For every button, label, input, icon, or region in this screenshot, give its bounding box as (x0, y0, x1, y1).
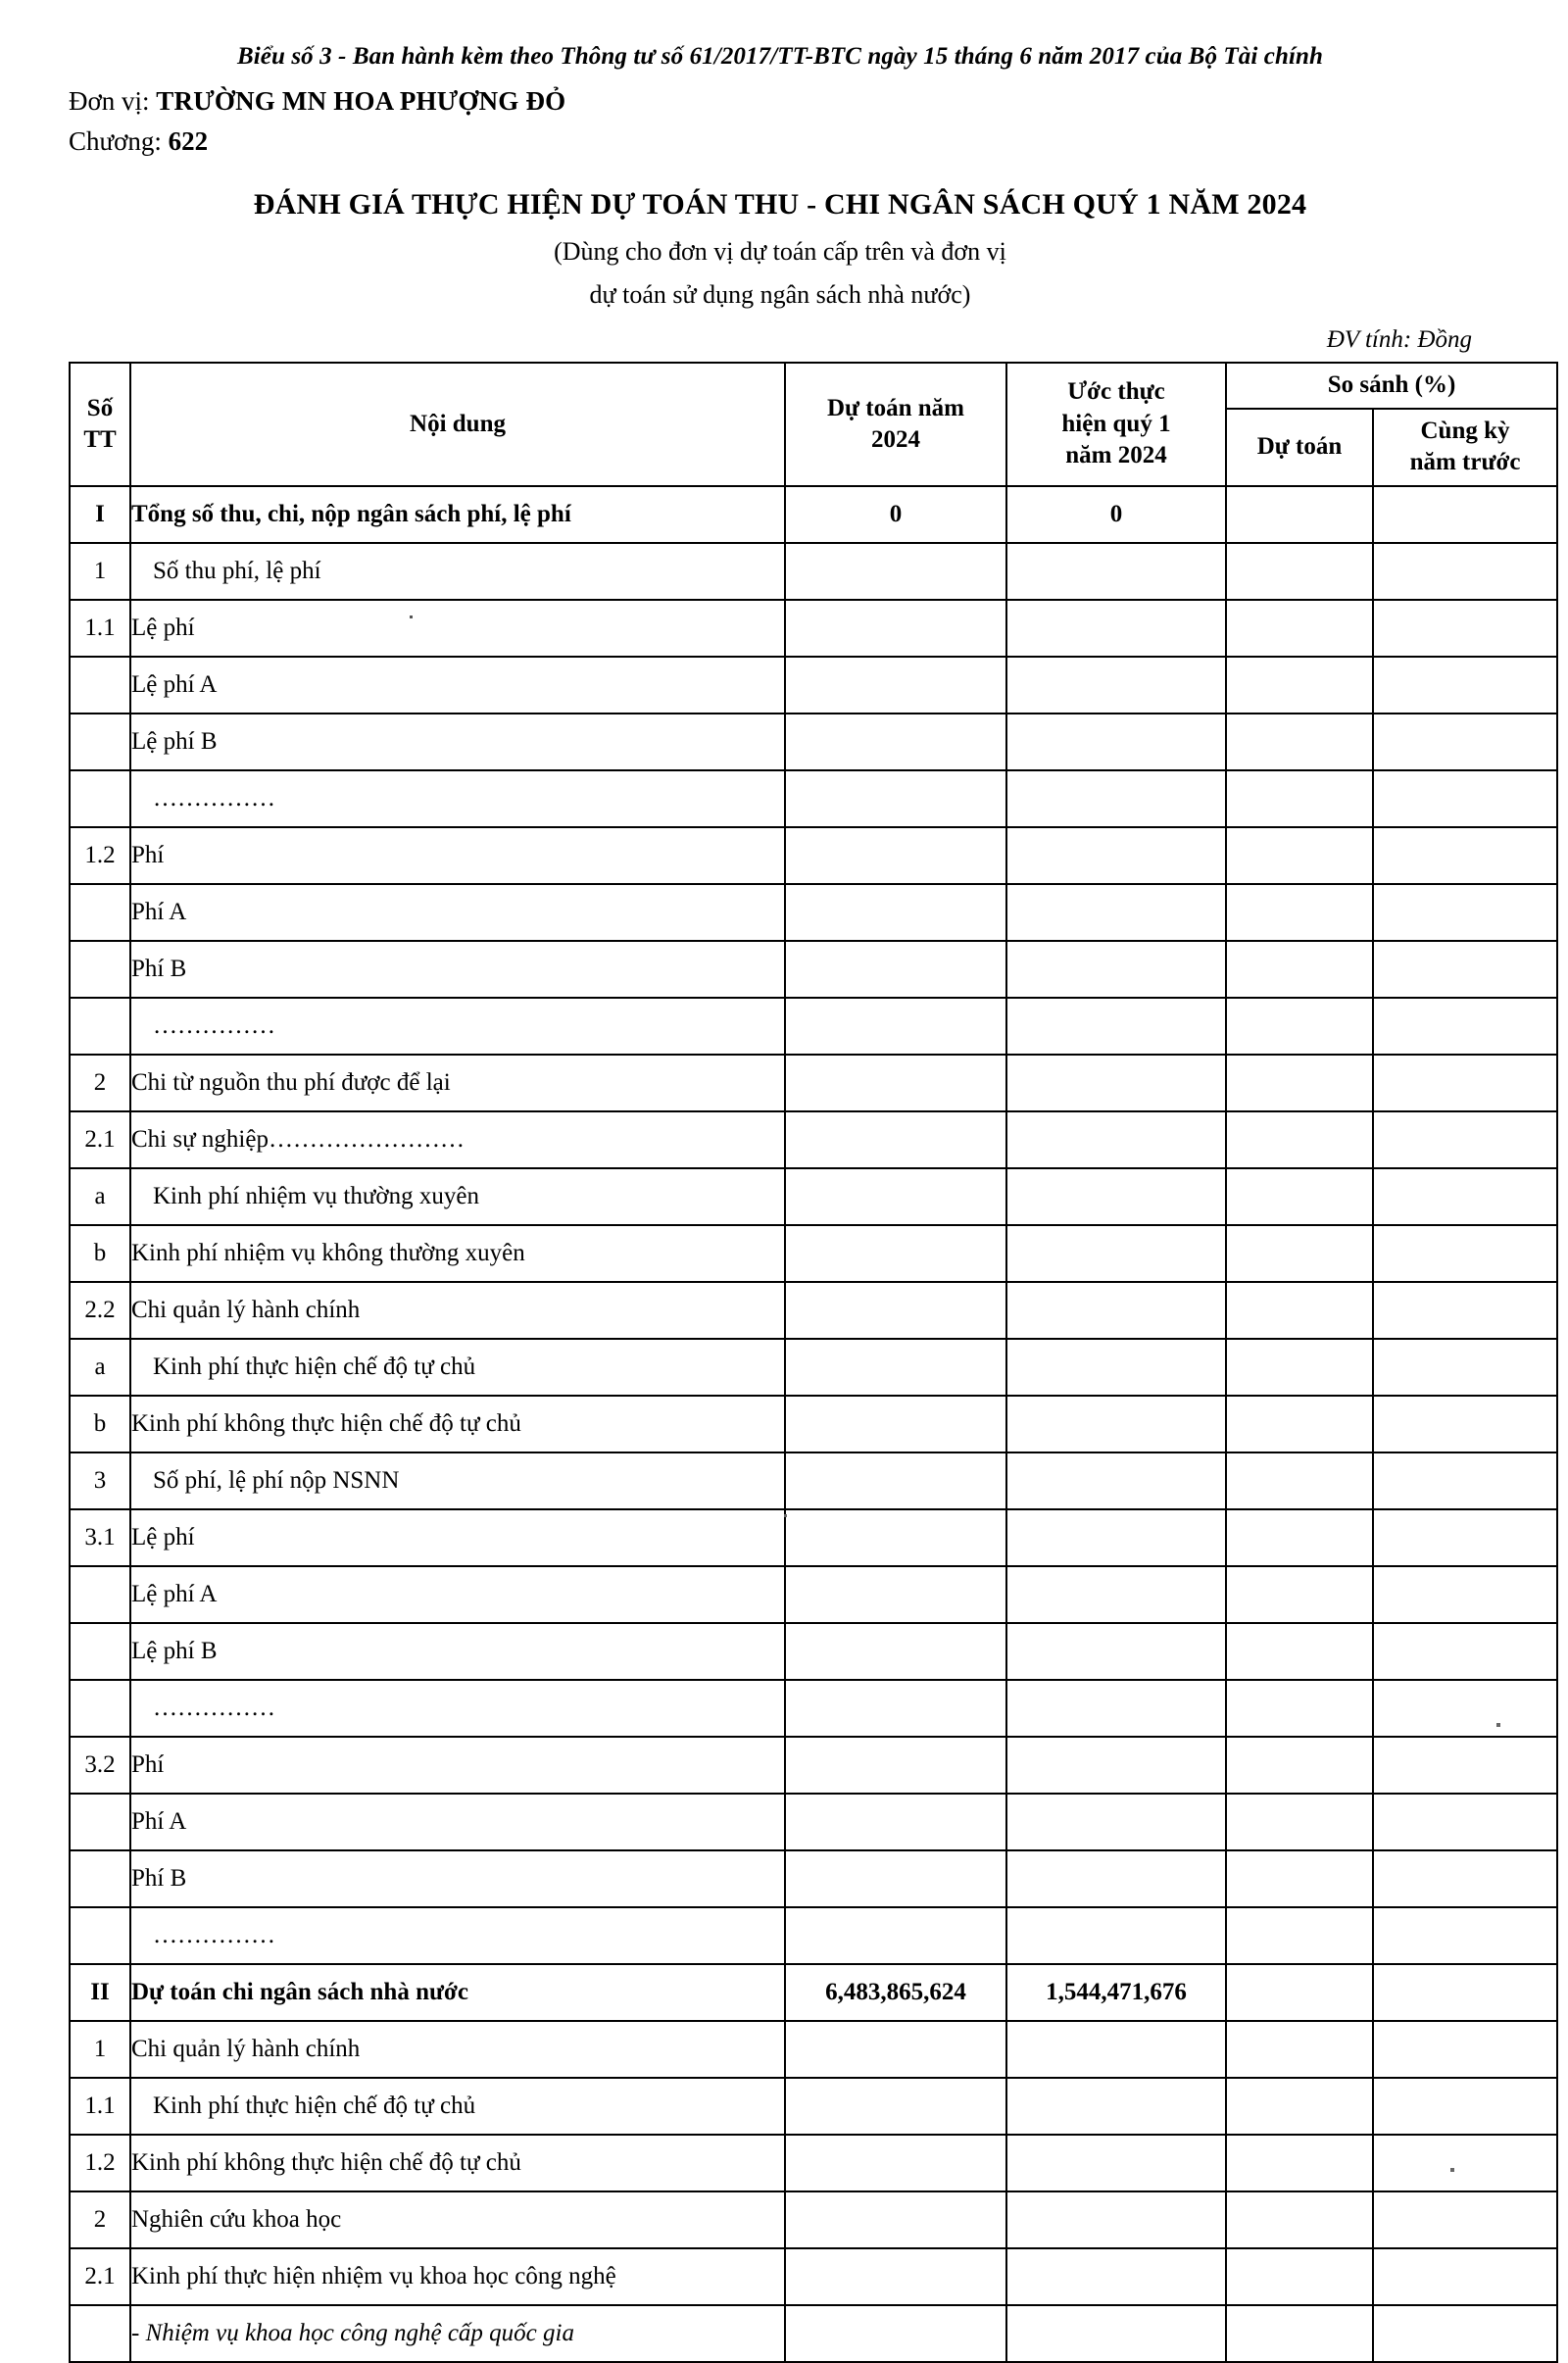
cell-noi-dung: Kinh phí thực hiện chế độ tự chủ (130, 2078, 785, 2135)
cell-so-sanh-cung-ky (1373, 1055, 1557, 1111)
cell-stt (70, 1623, 130, 1680)
table-row (70, 770, 1557, 827)
table-row (70, 2135, 1557, 2191)
cell-so-sanh-du-toan (1226, 1737, 1373, 1794)
cell-du-toan-nam (785, 1282, 1006, 1339)
cell-stt: 1.1 (70, 2078, 130, 2135)
cell-stt (70, 941, 130, 998)
cell-stt: b (70, 1396, 130, 1452)
cell-so-sanh-cung-ky (1373, 1680, 1557, 1737)
header-cung-ky-line1: Cùng kỳ (1420, 417, 1510, 444)
cell-so-sanh-cung-ky (1373, 1907, 1557, 1964)
cell-noi-dung: Kinh phí thực hiện chế độ tự chủ (130, 1339, 785, 1396)
cell-stt (70, 1850, 130, 1907)
cell-stt (70, 1680, 130, 1737)
table-row (70, 1964, 1557, 2021)
table-row (70, 486, 1557, 543)
cell-so-sanh-cung-ky (1373, 2021, 1557, 2078)
cell-uoc-thuc-hien (1006, 941, 1226, 998)
table-row (70, 1396, 1557, 1452)
cell-stt: 3 (70, 1452, 130, 1509)
cell-so-sanh-du-toan (1226, 1452, 1373, 1509)
unit-label: Đơn vị: (69, 86, 150, 116)
cell-noi-dung: Lệ phí (130, 1509, 785, 1566)
cell-noi-dung: Số phí, lệ phí nộp NSNN (130, 1452, 785, 1509)
cell-noi-dung: Nghiên cứu khoa học (130, 2191, 785, 2248)
subtitle-line-2: dự toán sử dụng ngân sách nhà nước) (589, 279, 971, 309)
cell-noi-dung: Chi quản lý hành chính (130, 2021, 785, 2078)
cell-so-sanh-cung-ky (1373, 1168, 1557, 1225)
cell-du-toan-nam (785, 1168, 1006, 1225)
cell-so-sanh-du-toan (1226, 1964, 1373, 2021)
cell-stt (70, 884, 130, 941)
cell-du-toan-nam (785, 2191, 1006, 2248)
cell-stt: I (70, 486, 130, 543)
header-noi-dung: Nội dung (130, 363, 785, 486)
cell-so-sanh-cung-ky (1373, 1339, 1557, 1396)
scan-artifact-dot (1496, 1723, 1500, 1727)
chapter-label: Chương: (69, 126, 162, 156)
table-row (70, 714, 1557, 770)
cell-uoc-thuc-hien (1006, 1225, 1226, 1282)
cell-so-sanh-cung-ky (1373, 543, 1557, 600)
cell-noi-dung: Số thu phí, lệ phí (130, 543, 785, 600)
cell-noi-dung: Lệ phí B (130, 1623, 785, 1680)
cell-noi-dung: Lệ phí (130, 600, 785, 657)
chapter-value: 622 (168, 126, 209, 156)
header-du-toan-nam-line2: 2024 (871, 426, 920, 454)
cell-stt: a (70, 1339, 130, 1396)
header-uoc-line1: Ước thực (1067, 378, 1165, 406)
cell-noi-dung: Kinh phí nhiệm vụ không thường xuyên (130, 1225, 785, 1282)
cell-so-sanh-cung-ky (1373, 1282, 1557, 1339)
cell-noi-dung: Tổng số thu, chi, nộp ngân sách phí, lệ phí (130, 486, 785, 543)
cell-uoc-thuc-hien (1006, 1282, 1226, 1339)
cell-noi-dung: Chi từ nguồn thu phí được để lại (130, 1055, 785, 1111)
cell-noi-dung: Lệ phí A (130, 1566, 785, 1623)
cell-so-sanh-cung-ky (1373, 1850, 1557, 1907)
cell-stt (70, 770, 130, 827)
cell-du-toan-nam: 0 (785, 486, 1006, 543)
table-row (70, 1623, 1557, 1680)
cell-so-sanh-cung-ky (1373, 1623, 1557, 1680)
table-row (70, 2248, 1557, 2305)
cell-noi-dung: Kinh phí không thực hiện chế độ tự chủ (130, 2135, 785, 2191)
cell-uoc-thuc-hien (1006, 998, 1226, 1055)
cell-uoc-thuc-hien (1006, 1339, 1226, 1396)
cell-noi-dung: Lệ phí A (130, 657, 785, 714)
scan-artifact-dot (410, 615, 413, 618)
header-stt-line2: TT (83, 426, 117, 454)
cell-so-sanh-du-toan (1226, 2021, 1373, 2078)
cell-noi-dung: …………… (130, 998, 785, 1055)
cell-stt: 3.2 (70, 1737, 130, 1794)
table-row (70, 1794, 1557, 1850)
table-row (70, 1111, 1557, 1168)
cell-uoc-thuc-hien (1006, 1794, 1226, 1850)
table-row (70, 1509, 1557, 1566)
cell-uoc-thuc-hien (1006, 1396, 1226, 1452)
cell-so-sanh-cung-ky (1373, 1737, 1557, 1794)
cell-du-toan-nam (785, 998, 1006, 1055)
table-row (70, 1225, 1557, 1282)
cell-du-toan-nam: 6,483,865,624 (785, 1964, 1006, 2021)
cell-so-sanh-du-toan (1226, 1623, 1373, 1680)
table-row (70, 1055, 1557, 1111)
cell-so-sanh-cung-ky (1373, 1452, 1557, 1509)
cell-uoc-thuc-hien: 1,544,471,676 (1006, 1964, 1226, 2021)
cell-stt: 2 (70, 2191, 130, 2248)
cell-so-sanh-du-toan (1226, 2078, 1373, 2135)
cell-so-sanh-du-toan (1226, 2305, 1373, 2362)
cell-noi-dung: Phí (130, 1737, 785, 1794)
budget-table (69, 362, 1558, 2363)
cell-so-sanh-du-toan (1226, 1111, 1373, 1168)
cell-uoc-thuc-hien (1006, 1111, 1226, 1168)
cell-so-sanh-cung-ky (1373, 2305, 1557, 2362)
cell-uoc-thuc-hien (1006, 770, 1226, 827)
table-header (70, 363, 1557, 486)
cell-uoc-thuc-hien (1006, 2191, 1226, 2248)
cell-noi-dung: Kinh phí thực hiện nhiệm vụ khoa học công nghệ (130, 2248, 785, 2305)
table-row (70, 1737, 1557, 1794)
table-row (70, 1282, 1557, 1339)
cell-so-sanh-du-toan (1226, 2191, 1373, 2248)
cell-so-sanh-du-toan (1226, 884, 1373, 941)
cell-du-toan-nam (785, 1339, 1006, 1396)
scan-artifact-dot (1450, 2168, 1454, 2172)
table-row (70, 1566, 1557, 1623)
cell-noi-dung: Dự toán chi ngân sách nhà nước (130, 1964, 785, 2021)
cell-stt: 1.2 (70, 2135, 130, 2191)
cell-uoc-thuc-hien: 0 (1006, 486, 1226, 543)
cell-so-sanh-du-toan (1226, 2135, 1373, 2191)
cell-uoc-thuc-hien (1006, 2248, 1226, 2305)
cell-so-sanh-du-toan (1226, 770, 1373, 827)
cell-noi-dung: …………… (130, 1680, 785, 1737)
table-row (70, 884, 1557, 941)
cell-stt: b (70, 1225, 130, 1282)
table-header-row-1 (70, 363, 1557, 409)
cell-noi-dung: Phí B (130, 941, 785, 998)
cell-so-sanh-cung-ky (1373, 657, 1557, 714)
cell-uoc-thuc-hien (1006, 827, 1226, 884)
cell-du-toan-nam (785, 2021, 1006, 2078)
cell-uoc-thuc-hien (1006, 1680, 1226, 1737)
cell-so-sanh-cung-ky (1373, 827, 1557, 884)
cell-du-toan-nam (785, 2305, 1006, 2362)
currency-unit-note: ĐV tính: Đồng (1326, 326, 1472, 354)
table-body (70, 486, 1557, 2362)
cell-so-sanh-du-toan (1226, 1168, 1373, 1225)
table-row (70, 2305, 1557, 2362)
cell-so-sanh-du-toan (1226, 714, 1373, 770)
cell-du-toan-nam (785, 1850, 1006, 1907)
header-uoc-thuc-hien (1006, 363, 1226, 486)
cell-uoc-thuc-hien (1006, 1509, 1226, 1566)
cell-so-sanh-cung-ky (1373, 1509, 1557, 1566)
header-stt-line1: Số (86, 394, 114, 421)
cell-so-sanh-cung-ky (1373, 2248, 1557, 2305)
cell-stt: 2 (70, 1055, 130, 1111)
cell-so-sanh-du-toan (1226, 600, 1373, 657)
cell-uoc-thuc-hien (1006, 600, 1226, 657)
cell-noi-dung: Lệ phí B (130, 714, 785, 770)
cell-so-sanh-du-toan (1226, 486, 1373, 543)
chapter-line (69, 126, 1492, 157)
table-row (70, 1339, 1557, 1396)
cell-so-sanh-du-toan (1226, 2248, 1373, 2305)
cell-so-sanh-cung-ky (1373, 770, 1557, 827)
cell-stt: 3.1 (70, 1509, 130, 1566)
cell-noi-dung: Chi quản lý hành chính (130, 1282, 785, 1339)
cell-du-toan-nam (785, 1907, 1006, 1964)
cell-so-sanh-du-toan (1226, 1680, 1373, 1737)
cell-noi-dung: Phí (130, 827, 785, 884)
cell-so-sanh-cung-ky (1373, 2191, 1557, 2248)
cell-uoc-thuc-hien (1006, 884, 1226, 941)
cell-noi-dung: Phí A (130, 884, 785, 941)
table-row (70, 1907, 1557, 1964)
cell-noi-dung: Kinh phí nhiệm vụ thường xuyên (130, 1168, 785, 1225)
header-so-sanh-cung-ky (1373, 409, 1557, 486)
cell-stt: II (70, 1964, 130, 2021)
table-row (70, 543, 1557, 600)
table-row (70, 2021, 1557, 2078)
cell-so-sanh-cung-ky (1373, 1396, 1557, 1452)
cell-uoc-thuc-hien (1006, 1737, 1226, 1794)
cell-so-sanh-du-toan (1226, 1850, 1373, 1907)
cell-uoc-thuc-hien (1006, 1623, 1226, 1680)
cell-so-sanh-cung-ky (1373, 486, 1557, 543)
cell-so-sanh-du-toan (1226, 998, 1373, 1055)
cell-so-sanh-du-toan (1226, 1509, 1373, 1566)
cell-du-toan-nam (785, 884, 1006, 941)
table-row (70, 941, 1557, 998)
cell-so-sanh-cung-ky (1373, 600, 1557, 657)
cell-du-toan-nam (785, 1396, 1006, 1452)
cell-so-sanh-du-toan (1226, 657, 1373, 714)
cell-du-toan-nam (785, 600, 1006, 657)
cell-so-sanh-du-toan (1226, 1794, 1373, 1850)
cell-noi-dung: - Nhiệm vụ khoa học công nghệ cấp quốc gia (130, 2305, 785, 2362)
cell-du-toan-nam (785, 1509, 1006, 1566)
cell-so-sanh-du-toan (1226, 1225, 1373, 1282)
cell-so-sanh-cung-ky (1373, 1111, 1557, 1168)
cell-du-toan-nam (785, 941, 1006, 998)
cell-stt (70, 998, 130, 1055)
cell-du-toan-nam (785, 1737, 1006, 1794)
cell-noi-dung: …………… (130, 1907, 785, 1964)
cell-stt: 1 (70, 2021, 130, 2078)
cell-so-sanh-du-toan (1226, 1566, 1373, 1623)
cell-uoc-thuc-hien (1006, 1168, 1226, 1225)
cell-stt: 2.1 (70, 1111, 130, 1168)
cell-du-toan-nam (785, 1566, 1006, 1623)
cell-so-sanh-du-toan (1226, 543, 1373, 600)
table-row (70, 1452, 1557, 1509)
cell-so-sanh-cung-ky (1373, 1964, 1557, 2021)
table-row (70, 657, 1557, 714)
table-row (70, 2191, 1557, 2248)
cell-so-sanh-du-toan (1226, 1055, 1373, 1111)
cell-so-sanh-cung-ky (1373, 1225, 1557, 1282)
cell-uoc-thuc-hien (1006, 1566, 1226, 1623)
cell-noi-dung: Kinh phí không thực hiện chế độ tự chủ (130, 1396, 785, 1452)
cell-uoc-thuc-hien (1006, 2135, 1226, 2191)
table-row (70, 1680, 1557, 1737)
cell-so-sanh-du-toan (1226, 941, 1373, 998)
cell-uoc-thuc-hien (1006, 1850, 1226, 1907)
cell-du-toan-nam (785, 1680, 1006, 1737)
cell-stt: 2.2 (70, 1282, 130, 1339)
cell-so-sanh-du-toan (1226, 1907, 1373, 1964)
header-du-toan-nam-line1: Dự toán năm (826, 394, 964, 421)
cell-so-sanh-du-toan (1226, 1339, 1373, 1396)
header-du-toan-nam (785, 363, 1006, 486)
cell-so-sanh-du-toan (1226, 827, 1373, 884)
cell-so-sanh-cung-ky (1373, 714, 1557, 770)
cell-du-toan-nam (785, 657, 1006, 714)
form-reference: Biểu số 3 - Ban hành kèm theo Thông tư số 61/2017/TT-BTC ngày 15 tháng 6 năm 2017 của Bộ Tài chính (236, 43, 1324, 70)
cell-so-sanh-du-toan (1226, 1396, 1373, 1452)
cell-stt: a (70, 1168, 130, 1225)
cell-noi-dung: Phí B (130, 1850, 785, 1907)
cell-so-sanh-cung-ky (1373, 884, 1557, 941)
cell-noi-dung: Phí A (130, 1794, 785, 1850)
cell-uoc-thuc-hien (1006, 1907, 1226, 1964)
cell-uoc-thuc-hien (1006, 2305, 1226, 2362)
cell-uoc-thuc-hien (1006, 2021, 1226, 2078)
cell-uoc-thuc-hien (1006, 1055, 1226, 1111)
table-row (70, 1168, 1557, 1225)
cell-stt (70, 1907, 130, 1964)
header-so-sanh-du-toan: Dự toán (1226, 409, 1373, 486)
cell-stt (70, 1566, 130, 1623)
cell-so-sanh-cung-ky (1373, 998, 1557, 1055)
cell-so-sanh-cung-ky (1373, 2135, 1557, 2191)
header-uoc-line3: năm 2024 (1065, 442, 1167, 469)
cell-noi-dung: …………… (130, 770, 785, 827)
header-so-sanh: So sánh (%) (1226, 363, 1557, 409)
subtitle-line-1: (Dùng cho đơn vị dự toán cấp trên và đơn vị (554, 237, 1006, 266)
cell-du-toan-nam (785, 2248, 1006, 2305)
cell-uoc-thuc-hien (1006, 543, 1226, 600)
header-uoc-line2: hiện quý 1 (1061, 410, 1171, 437)
cell-du-toan-nam (785, 1111, 1006, 1168)
cell-stt: 1 (70, 543, 130, 600)
table-row (70, 600, 1557, 657)
scan-artifact-dot (784, 1514, 787, 1517)
cell-stt: 1.1 (70, 600, 130, 657)
cell-uoc-thuc-hien (1006, 657, 1226, 714)
cell-du-toan-nam (785, 1452, 1006, 1509)
table-row (70, 827, 1557, 884)
cell-stt (70, 714, 130, 770)
cell-du-toan-nam (785, 1623, 1006, 1680)
cell-du-toan-nam (785, 827, 1006, 884)
cell-uoc-thuc-hien (1006, 2078, 1226, 2135)
cell-stt (70, 2305, 130, 2362)
cell-so-sanh-du-toan (1226, 1282, 1373, 1339)
header-cung-ky-line2: năm trước (1409, 449, 1521, 476)
cell-du-toan-nam (785, 1225, 1006, 1282)
table-row (70, 2078, 1557, 2135)
cell-stt: 1.2 (70, 827, 130, 884)
cell-so-sanh-cung-ky (1373, 1794, 1557, 1850)
cell-so-sanh-cung-ky (1373, 941, 1557, 998)
cell-stt: 2.1 (70, 2248, 130, 2305)
page-title: ĐÁNH GIÁ THỰC HIỆN DỰ TOÁN THU - CHI NGÂN SÁCH QUÝ 1 NĂM 2024 (253, 188, 1307, 221)
cell-du-toan-nam (785, 770, 1006, 827)
cell-so-sanh-cung-ky (1373, 1566, 1557, 1623)
cell-du-toan-nam (785, 2078, 1006, 2135)
table-row (70, 1850, 1557, 1907)
cell-so-sanh-cung-ky (1373, 2078, 1557, 2135)
cell-du-toan-nam (785, 714, 1006, 770)
cell-du-toan-nam (785, 1794, 1006, 1850)
cell-stt (70, 1794, 130, 1850)
cell-du-toan-nam (785, 1055, 1006, 1111)
unit-value: TRƯỜNG MN HOA PHƯỢNG ĐỎ (156, 86, 566, 116)
cell-uoc-thuc-hien (1006, 1452, 1226, 1509)
unit-line (69, 86, 1492, 117)
table-row (70, 998, 1557, 1055)
cell-stt (70, 657, 130, 714)
cell-du-toan-nam (785, 543, 1006, 600)
cell-noi-dung: Chi sự nghiệp…………………… (130, 1111, 785, 1168)
cell-du-toan-nam (785, 2135, 1006, 2191)
header-stt (70, 363, 130, 486)
cell-uoc-thuc-hien (1006, 714, 1226, 770)
